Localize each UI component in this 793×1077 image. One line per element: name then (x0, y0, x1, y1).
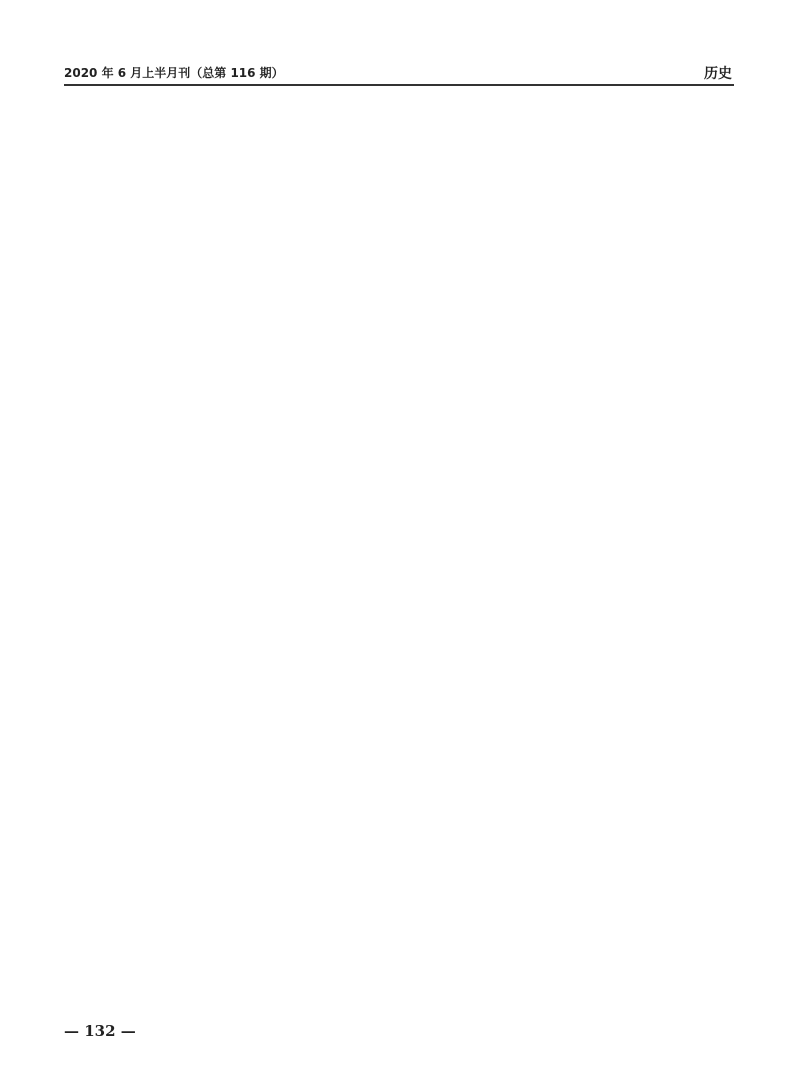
page-header (64, 60, 734, 86)
section-label: 历史 (704, 66, 732, 82)
journal-issue-line: 2020 年 6 月上半月刊（总第 116 期） (64, 66, 284, 80)
page-number: — 132 — (64, 1022, 136, 1040)
article-body-placeholder (64, 96, 734, 926)
